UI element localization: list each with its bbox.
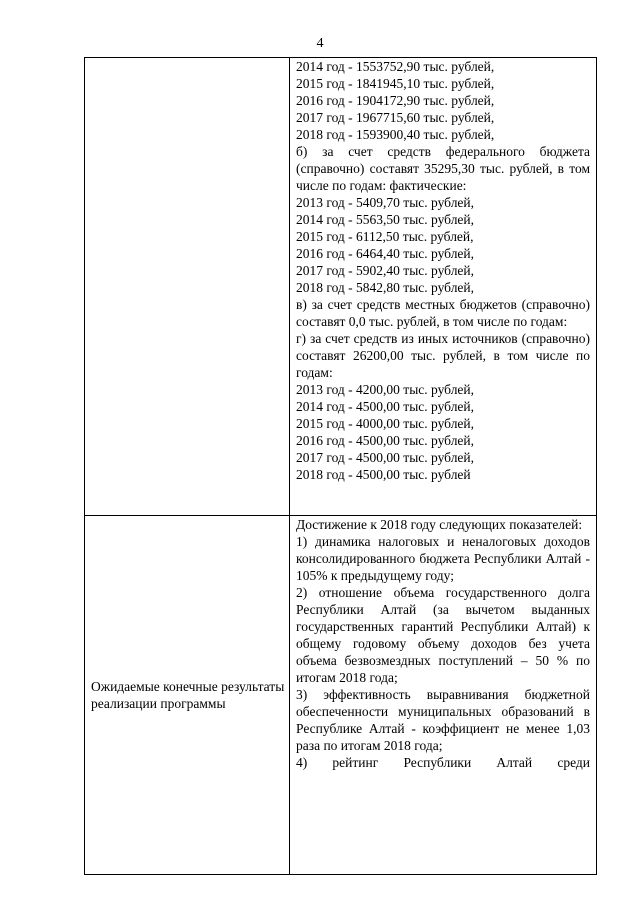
other-sources-text: г) за счет средств из иных источников (справочно) составят 26200,00 тыс. рублей, в том числе по годам: xyxy=(296,331,590,380)
table-row-funding xyxy=(85,58,597,516)
list-item: 2013 год - 5409,70 тыс. рублей, xyxy=(296,195,475,210)
list-item: 2018 год - 4500,00 тыс. рублей xyxy=(296,467,471,482)
list-item: 2017 год - 5902,40 тыс. рублей, xyxy=(296,263,475,278)
results-text xyxy=(296,516,590,870)
list-item: 2018 год - 1593900,40 тыс. рублей, xyxy=(296,127,495,142)
result-item-1: 1) динамика налоговых и неналоговых доходов консолидированного бюджета Республики Алтай - 105% к предыдущему году; xyxy=(296,534,590,583)
list-item: 2016 год - 4500,00 тыс. рублей, xyxy=(296,433,475,448)
expected-results-label: Ожидаемые конечные результаты реализации программы xyxy=(85,516,290,875)
funding-cell xyxy=(290,58,597,516)
local-budget-text: в) за счет средств местных бюджетов (справочно) составят 0,0 тыс. рублей, в том числе по годам: xyxy=(296,297,590,329)
list-item: 2015 год - 1841945,10 тыс. рублей, xyxy=(296,76,495,91)
list-item: 2017 год - 1967715,60 тыс. рублей, xyxy=(296,110,495,125)
list-item: 2015 год - 4000,00 тыс. рублей, xyxy=(296,416,475,431)
list-item: 2015 год - 6112,50 тыс. рублей, xyxy=(296,229,474,244)
federal-budget-text: б) за счет средств федерального бюджета (справочно) составят 35295,30 тыс. рублей, в том числе по годам: фактические: xyxy=(296,144,590,193)
expected-results-cell xyxy=(290,516,597,875)
row1-left-cell xyxy=(85,58,290,516)
results-intro: Достижение к 2018 году следующих показателей: xyxy=(296,517,583,532)
list-item: 2013 год - 4200,00 тыс. рублей, xyxy=(296,382,475,397)
list-item: 2016 год - 1904172,90 тыс. рублей, xyxy=(296,93,495,108)
result-item-3: 3) эффективность выравнивания бюджетной обеспеченности муниципальных образований в Республике Алтай - коэффициент не менее 1,03 раза по итогам 2018 года; xyxy=(296,687,590,753)
page-number: 4 xyxy=(316,36,324,51)
list-item: 2018 год - 5842,80 тыс. рублей, xyxy=(296,280,475,295)
result-item-4: 4) рейтинг Республики Алтай среди xyxy=(296,755,590,770)
regional-budget-years xyxy=(296,58,590,143)
list-item: 2014 год - 5563,50 тыс. рублей, xyxy=(296,212,475,227)
list-item: 2014 год - 4500,00 тыс. рублей, xyxy=(296,399,475,414)
list-item: 2014 год - 1553752,90 тыс. рублей, xyxy=(296,59,495,74)
table-row-results xyxy=(85,516,597,875)
federal-budget-years xyxy=(296,194,590,296)
list-item: 2016 год - 6464,40 тыс. рублей, xyxy=(296,246,475,261)
result-item-2: 2) отношение объема государственного долга Республики Алтай (за вычетом выданных государственных гарантий Республики Алтай) к общему годовому объему доходов без учета объема безвозмездных поступлений – 50 % по итогам 2018 года; xyxy=(296,585,590,685)
passport-table xyxy=(84,57,597,875)
other-sources-years xyxy=(296,381,590,483)
list-item: 2017 год - 4500,00 тыс. рублей, xyxy=(296,450,475,465)
